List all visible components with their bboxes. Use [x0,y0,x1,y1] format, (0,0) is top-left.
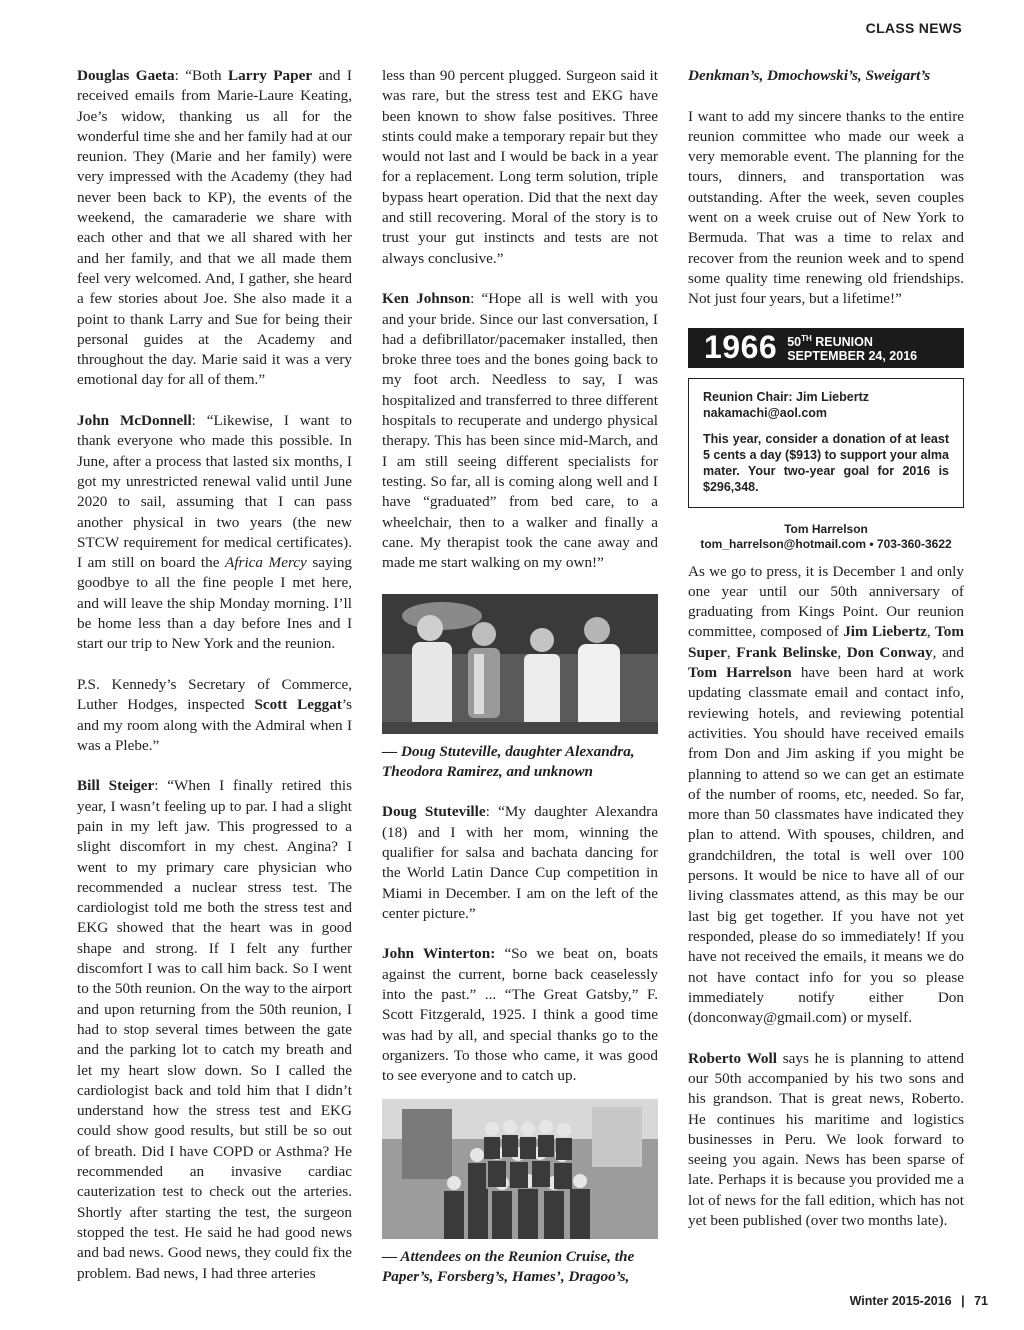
name-scott-leggat: Scott Leggat [254,696,342,714]
paragraph-reunion-update [688,562,964,1029]
name-doug-stuteville: Doug Stuteville [382,803,486,821]
page-number: 71 [974,1294,988,1308]
footer-separator: | [961,1294,965,1308]
column-3 [688,66,964,1231]
reunion-chair-email: nakamachi@aol.com [703,405,828,420]
reunion-date: SEPTEMBER 24, 2016 [787,349,918,364]
class-secretary-contact [688,522,964,552]
paragraph-ken-johnson [382,289,658,573]
text-span: : “My daughter Alexandra (18) and I with her mom, winning the qualifier for salsa and bachata dancing for the World Latin Dance Cup competition in Miami in December. I am on the left of the center picture.” [382,803,658,922]
name-douglas-gaeta: Douglas Gaeta [77,67,175,84]
text-span: , [926,623,935,641]
photo-dance-group-image [382,594,658,734]
reunion-info-box [688,378,964,508]
paragraph-john-mcdonnell [77,411,352,655]
text-span: : “Hope all is well with you and your bride. Since our last conversation, I had a defibrillator/pacemaker installed, then broke three toes and the bones going back to my foot arch. Needless to say, I was hospitalized and transferred to three different hospitals to recuperate and undergo physical therapy. This has been since mid-March, and I am still seeing different specialists for testing. So far, all is coming along well and I have “graduated” from bed care, to a wheelchair, then to a walker and finally a cane. My therapist took the cane away and made me start walking on my own!” [382,290,658,572]
reunion-banner [688,328,964,368]
name-jim-liebertz: Jim Liebertz [843,623,927,641]
section-header: CLASS NEWS [865,20,962,36]
paragraph-roberto-woll [688,1049,964,1232]
column-2 [382,66,658,1287]
secretary-contact-line: tom_harrelson@hotmail.com • 703-360-3622 [700,536,952,551]
name-john-mcdonnell: John McDonnell [77,412,192,430]
text-span: : “When I finally retired this year, I wasn’t feeling up to par. I had a slight pain in my left jaw. This progressed to a slight discomfort in my chest. Angina? I went to my primary care physician who recommended a nuclear stress test. The cardiologist told me both the stress test and EKG showed that the heart was in good shape and strong. If I felt any further discomfort I was to call him back. So I went to the 50th reunion. On the way to the airport and upon returning from the 50th reunion, I had to stop several times between the gate and the parking lot to catch my breath and let my heart slow down. So I called the cardiologist back and told him that I didn’t understand how the stress test and EKG could show good results, but still be so out of breath. Did I have COPD or Asthma? He recommended an invasive cardiac cauterization test to check out the arteries. Shortly after starting the test, the surgeon stopped the test. He said he had good news and bad news. Good news, they could fix the problem. Bad news, I had three arteries [77,777,352,1282]
text-span: I think a good time was had by all, and special thanks go to the organizers. To those who came, it was good to see everyone and to catch up. [382,1006,658,1085]
photo-caption-cruise-continued: Denkman’s, Dmochowski’s, Sweigart’s [688,67,931,84]
paragraph-ps [77,675,352,756]
paragraph-john-winterton [382,944,658,1086]
reunion-chair: Reunion Chair: Jim Liebertz [703,389,869,404]
text-span: have been hard at work updating classmate email and contact info, reviewing hotels, and reviewing potential activities. You should have received emails from Don and Jim asking if you might be planning to attend so we can get an estimate of the number of rooms, etc, needed. So far, more than 50 classmates have indicated they plan to attend. With spouses, children, and grandchildren, the total is well over 100 persons. It would be nice to have all of our living classmates attend, as this may be our last big get together. If you have not yet responded, please do so immediately! If you have not received the emails, it means we do not have contact info for you so please immediately notify either Don (donconway@gmail.com) or myself. [688,664,964,1027]
paragraph-cruise-thanks: I want to add my sincere thanks to the entire reunion committee who made our week a very memorable event. The planning for the tours, dinners, and transportation was outstanding. After the week, seven couples went on a week cruise out of New York to Bermuda. That was a time to relax and recover from the reunion week and to spend some quality time renewing old friendships. Not just four years, but a lifetime!” [688,107,964,308]
text-span: “So we beat on, boats against the current, borne back ceaselessly into the past.” ... “The Great Gatsby,” F. Scott Fitzgerald, 1925. [382,945,658,1024]
photo-reunion-cruise [382,1099,658,1239]
paragraph-steiger-continued: less than 90 percent plugged. Surgeon said it was rare, but the stress test and EKG have been known to show false positives. Three stints could make a temporary repair but they would not last and I would be back in a year for a replacement. Long term solution, triple bypass heart operation. Did that the next day and still recovering. Moral of the story is to trust your gut instincts and tests are not always conclusive.” [382,67,658,267]
name-don-conway: Don Conway [846,643,933,661]
reunion-ordinal: 50 [787,335,802,350]
page-footer [850,1294,988,1308]
photo-caption-cruise: — Attendees on the Reunion Cruise, the Paper’s, Forsberg’s, Hames’, Dragoo’s, [382,1247,635,1286]
ship-name: Africa Mercy [225,554,307,572]
name-tom-harrelson: Tom Harrelson [688,664,792,682]
name-bill-steiger: Bill Steiger [77,777,155,795]
paragraph-doug-stuteville [382,802,658,924]
text-span: ’s and my room along with the Admiral when I was a Plebe.” [77,696,352,754]
photo-caption-dance: — Doug Stuteville, daughter Alexandra, Theodora Ramirez, and unknown [382,742,635,781]
name-frank-belinske: Frank Belinske [736,643,838,661]
text-span: : “Likewise, I want to thank everyone who made this possible. In June, after a process that lasted six months, I got my unrestricted renewal valid until June 2020 to sail, assuming that I can pass another physical in two years (the new STCW requirement for medical certificates). I am still on board the [77,412,352,572]
paragraph-bill-steiger [77,776,352,1283]
name-ken-johnson: Ken Johnson [382,290,471,308]
column-1 [77,66,352,1284]
text-span: , and [932,643,964,661]
photo-reunion-cruise-image [382,1099,658,1239]
reunion-label: REUNION [811,335,873,350]
class-year: 1966 [704,329,778,366]
text-span: : “Both [174,67,229,84]
text-span: As we go to press, it is December 1 and only one year until our 50th anniversary of graduating from Kings Point. Our reunion committee, composed of [688,562,964,641]
text-span: , [837,643,847,661]
name-tom-super: Tom Super [688,623,964,661]
text-span: saying goodbye to all the fine people I met here, and will leave the ship Monday morning. I’ll be home less than a day before Ines and I start our trip to New York and the reunion. [77,554,353,653]
photo-dance-group [382,594,658,734]
text-span: , [726,643,737,661]
reunion-ordinal-suffix: TH [801,333,812,343]
secretary-name: Tom Harrelson [784,521,868,536]
issue-label: Winter 2015-2016 [849,1294,952,1308]
name-larry-paper: Larry Paper [228,67,313,84]
donation-appeal: This year, consider a donation of at least 5 cents a day ($913) to support your alma mater. Your two-year goal for 2016 is $296,348. [703,431,949,494]
text-span: P.S. Kennedy’s Secretary of Commerce, Luther Hodges, inspected [77,675,352,714]
name-roberto-woll: Roberto Woll [688,1049,777,1067]
text-span: says he is planning to attend our 50th accompanied by his two sons and his grandson. That is great news, Roberto. He continues his maritime and logistics businesses in Peru. We look forward to seeing you again. News has been sparse of late. Perhaps it is because you provided me a lot of news for the fall edition, which has not yet been published (over two months late). [688,1049,965,1230]
name-john-winterton: John Winterton: [382,945,496,963]
reunion-info [787,332,917,363]
text-span: and I received emails from Marie-Laure Keating, Joe’s widow, thanking us all for the wonderful time she and her family had at our reunion. They (Marie and her family) were very impressed with the Academy (they had never been back to KP), the events of the weekend, the camaraderie we share with each other and that we all shared with her and her family, and that we all made them feel very welcomed. And, I gather, she heard a few stories about Joe. She also made it a point to thank Larry and Sue for being their personal guides at the Academy and throughout the day. Marie said it was a very emotional day for all of them.” [77,67,352,389]
paragraph-douglas-gaeta [77,66,352,391]
